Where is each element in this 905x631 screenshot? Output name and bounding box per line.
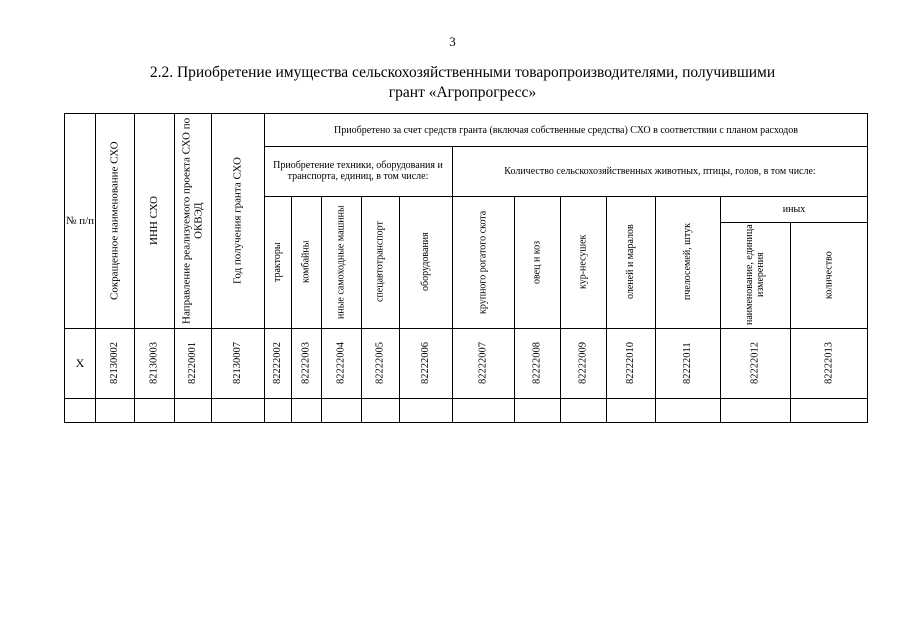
- header-grant-year: Год получения гранта СХО: [231, 157, 244, 285]
- code-cell: 82222002: [272, 342, 283, 384]
- header-cattle: крупного рогатого скота: [477, 210, 489, 314]
- header-equipment-group: Приобретение техники, оборудования и транспорта, единиц, в том числе:: [273, 160, 443, 182]
- code-cell: 82222012: [749, 342, 761, 384]
- code-cell: 82130007: [232, 342, 243, 384]
- header-inn: ИНН СХО: [148, 196, 160, 246]
- page-number: 3: [449, 34, 456, 49]
- code-cell: 82222005: [374, 342, 386, 384]
- code-cell: 82222008: [531, 342, 543, 384]
- header-combines: комбайны: [300, 240, 312, 284]
- header-purchased: Приобретено за счет средств гранта (включая собственные средства) СХО в соответствии с планом расходов: [334, 124, 798, 136]
- header-sheep-goats: овец и коз: [531, 240, 543, 284]
- header-direction: Направление реализуемого проекта СХО по ОКВЭД: [180, 117, 205, 325]
- table-title: [0, 63, 905, 103]
- title-line-2: грант «Агропрогресс»: [388, 84, 537, 101]
- header-deer: оленей и маралов: [625, 224, 636, 300]
- header-special-transport: спецавтотранспорт: [374, 221, 386, 303]
- code-cell: 82130003: [148, 342, 160, 384]
- code-cell: 82222010: [625, 342, 636, 384]
- code-cell: 82220001: [187, 342, 198, 384]
- code-cell: 82222011: [682, 342, 693, 384]
- header-tractors: тракторы: [272, 242, 283, 282]
- code-cell: 82222004: [335, 342, 347, 384]
- header-animals-group: Количество сельскохозяйственных животных, птицы, голов, в том числе:: [504, 165, 816, 177]
- header-other-group: иных: [782, 203, 806, 215]
- title-line-1: 2.2. Приобретение имущества сельскохозяйственными товаропроизводителями, получившими: [149, 64, 776, 81]
- header-other-qty: количество: [823, 251, 835, 299]
- header-equipment: оборудования: [420, 232, 431, 292]
- rule: [65, 398, 868, 399]
- header-other-name: наименование, единица измерения: [744, 224, 766, 326]
- code-cell: 82222006: [420, 342, 431, 384]
- header-other-machines: иные самоходные машины: [335, 205, 347, 319]
- header-short-name: Сокращенное наименование СХО: [108, 141, 121, 301]
- header-bees: пчелосемей, штук: [682, 223, 693, 301]
- code-cell: 82222013: [823, 342, 835, 384]
- header-num: № п/п: [65, 214, 95, 227]
- code-cell: 82222003: [300, 342, 312, 384]
- header-hens: кур-несушек: [577, 234, 589, 290]
- report-table: [64, 113, 868, 423]
- code-cell: 82222007: [477, 342, 489, 384]
- code-cell: 82130002: [109, 342, 120, 384]
- code-cell: 82222009: [577, 342, 589, 384]
- code-cell: X: [75, 355, 85, 370]
